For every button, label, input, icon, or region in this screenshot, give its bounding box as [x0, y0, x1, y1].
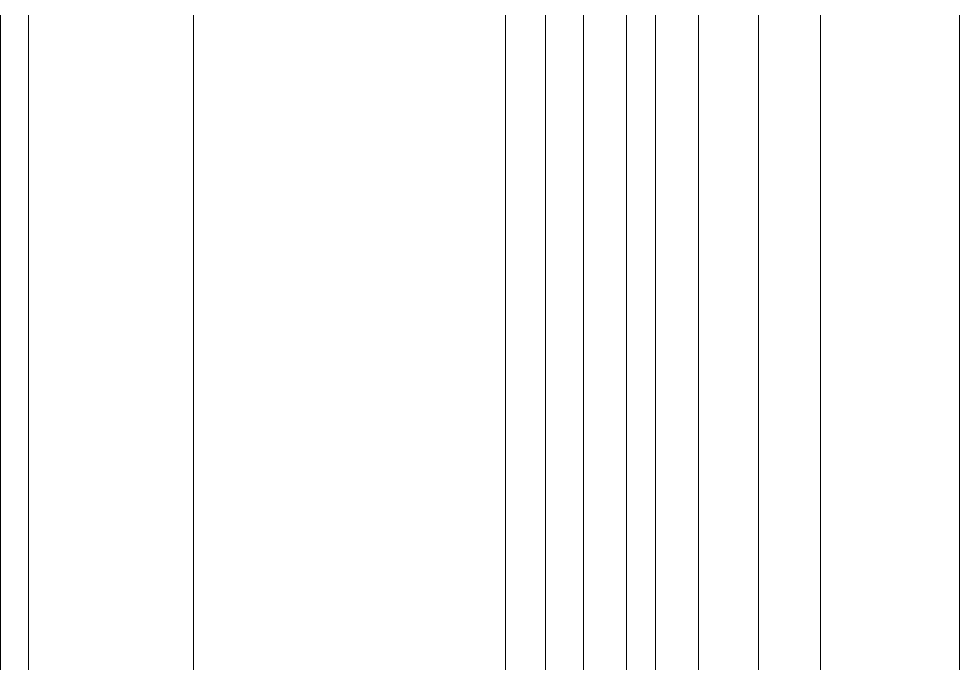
grid-line [545, 15, 546, 670]
grid-line [820, 15, 821, 670]
grid-line [698, 15, 699, 670]
grid-line [193, 15, 194, 670]
grid-line [655, 15, 656, 670]
grid-line [28, 15, 29, 670]
grid-line [758, 15, 759, 670]
grid-line [0, 15, 1, 670]
grid-line [505, 15, 506, 670]
grid-line [626, 15, 627, 670]
grid-line [583, 15, 584, 670]
